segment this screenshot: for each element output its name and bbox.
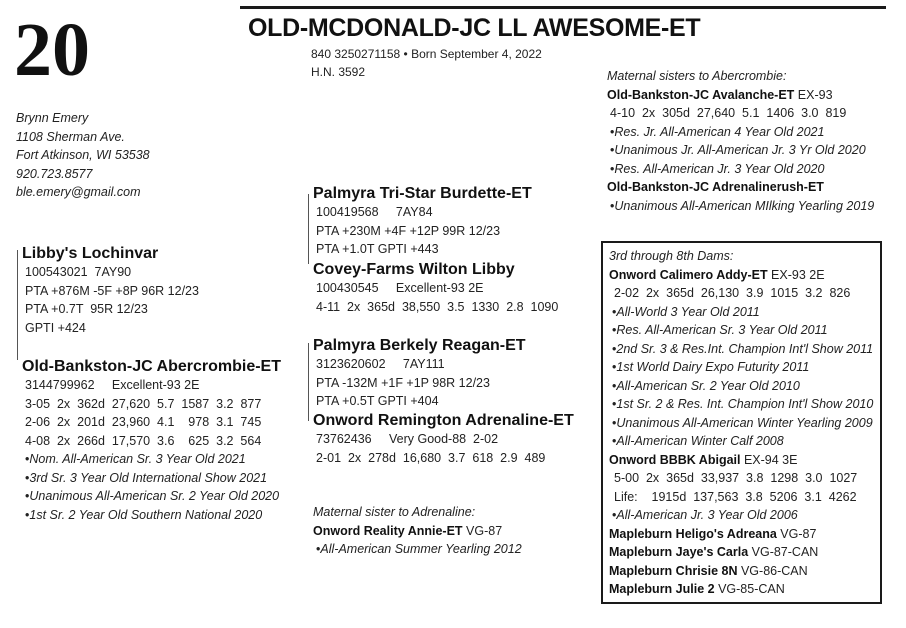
dam-ancestor-honor: • 1st World Dairy Expo Futurity 2011 bbox=[612, 358, 873, 377]
dam-ancestor-honor: • All-American Sr. 2 Year Old 2010 bbox=[612, 377, 873, 396]
sister-name: Old-Bankston-JC Adrenalinerush-ET bbox=[607, 180, 824, 194]
sister-honor: • Unanimous All-American MIlking Yearling 2019 bbox=[610, 197, 874, 216]
dam-ancestor-honor: • All-American Winter Calf 2008 bbox=[612, 432, 873, 451]
section-header: 3rd through 8th Dams: bbox=[609, 249, 734, 263]
sire-sire-pta: PTA +230M +4F +12P 99R 12/23 bbox=[316, 223, 501, 238]
dam-ancestor-name: Mapleburn Chrisie 8N bbox=[609, 563, 738, 578]
sire-name: Libby's Lochinvar bbox=[22, 245, 159, 262]
sire-sire-name: Palmyra Tri-Star Burdette-ET bbox=[313, 185, 532, 202]
dam-record: 2-06 2x 201d 23,960 4.1 978 3.1 745 bbox=[25, 415, 262, 429]
owner-address: 1108 Sherman Ave. bbox=[16, 129, 125, 144]
owner-city: Fort Atkinson, WI 53538 bbox=[16, 148, 150, 162]
dam-ancestor-honor: • All-World 3 Year Old 2011 bbox=[612, 303, 873, 322]
dam-ancestor-score: EX-94 3E bbox=[740, 452, 798, 467]
dam-record: 4-08 2x 266d 17,570 3.6 625 3.2 564 bbox=[25, 433, 262, 448]
dam-ancestor-score: VG-87-CAN bbox=[748, 545, 819, 559]
dam-sire-pta: PTA -132M +1F +1P 98R 12/23 bbox=[316, 375, 490, 390]
dam-honor: • Unanimous All-American Sr. 2 Year Old 2020 bbox=[25, 487, 281, 506]
dam-dam-name: Onword Remington Adrenaline-ET bbox=[313, 412, 574, 429]
sire-sire-info: 100419568 7AY84 bbox=[316, 205, 433, 219]
dam-honor: • Nom. All-American Sr. 3 Year Old 2021 bbox=[25, 450, 281, 469]
dam-honor: • 3rd Sr. 3 Year Old International Show 2021 bbox=[25, 469, 281, 488]
sister-honor: • Res. Jr. All-American 4 Year Old 2021 bbox=[610, 123, 874, 142]
maternal-sisters-abercrombie bbox=[607, 67, 874, 215]
owner-name: Brynn Emery bbox=[16, 111, 89, 125]
sire-sire-pta: PTA +1.0T GPTI +443 bbox=[316, 242, 439, 256]
dam-ancestor-name: Onword BBBK Abigail bbox=[609, 452, 741, 467]
sister-name: Old-Bankston-JC Avalanche-ET bbox=[607, 87, 795, 102]
sire-sire-block bbox=[313, 184, 532, 259]
sire-dam-block bbox=[313, 260, 558, 316]
dams-list bbox=[609, 247, 873, 599]
dam-ancestor-name: Mapleburn Julie 2 bbox=[609, 582, 715, 596]
sister-name: Onword Reality Annie-ET bbox=[313, 523, 463, 538]
dam-ancestor-name: Mapleburn Heligo's Adreana bbox=[609, 526, 777, 541]
sire-dam-name: Covey-Farms Wilton Libby bbox=[313, 261, 515, 278]
dam-info: 3144799962 Excellent-93 2E bbox=[25, 378, 200, 392]
dam-honor: • 1st Sr. 2 Year Old Southern National 2020 bbox=[25, 506, 281, 525]
dam-ancestor-record: 2-02 2x 365d 26,130 3.9 1015 3.2 826 bbox=[614, 286, 851, 300]
page-title: OLD-MCDONALD-JC LL AWESOME-ET bbox=[248, 14, 701, 42]
sire-dam-record: 4-11 2x 365d 38,550 3.5 1330 2.8 1090 bbox=[316, 299, 559, 314]
dam-ancestor-honor: • All-American Jr. 3 Year Old 2006 bbox=[612, 506, 873, 525]
top-rule bbox=[240, 6, 886, 9]
dam-ancestor-score: VG-87 bbox=[776, 526, 817, 541]
dam-dam-info: 73762436 Very Good-88 2-02 bbox=[316, 432, 499, 446]
dam-ancestor-name: Onword Calimero Addy-ET bbox=[609, 267, 768, 282]
dam-ancestor-score: EX-93 2E bbox=[767, 267, 825, 282]
dam-sire-block bbox=[313, 336, 526, 411]
dam-ancestor-honor: • Unanimous All-American Winter Yearling 2009 bbox=[612, 414, 873, 433]
sister-score: VG-87 bbox=[462, 523, 503, 538]
lot-number: 20 bbox=[14, 8, 90, 92]
dam-ancestor-record: 5-00 2x 365d 33,937 3.8 1298 3.0 1027 bbox=[614, 471, 858, 485]
dam-dam-block bbox=[313, 411, 574, 467]
connector-line bbox=[308, 194, 309, 264]
dam-ancestor-lifetime: Life: 1915d 137,563 3.8 5206 3.1 4262 bbox=[614, 489, 857, 504]
sister-honor: • Unanimous Jr. All-American Jr. 3 Yr Old 2020 bbox=[610, 141, 874, 160]
dam-ancestor-name: Mapleburn Jaye's Carla bbox=[609, 545, 749, 559]
registration-line: 840 3250271158 • Born September 4, 2022 bbox=[311, 47, 542, 61]
dam-record: 3-05 2x 362d 27,620 5.7 1587 3.2 877 bbox=[25, 396, 262, 411]
sister-score: EX-93 bbox=[794, 87, 833, 102]
connector-line bbox=[17, 250, 18, 360]
dam-ancestor-score: VG-85-CAN bbox=[714, 582, 785, 596]
section-header: Maternal sisters to Abercrombie: bbox=[607, 69, 787, 83]
sire-pta: PTA +0.7T 95R 12/23 bbox=[25, 302, 148, 316]
dam-ancestor-honor: • 1st Sr. 2 & Res. Int. Champion Int'l Show 2010 bbox=[612, 395, 873, 414]
dam-ancestor-honor: • Res. All-American Sr. 3 Year Old 2011 bbox=[612, 321, 873, 340]
sire-gpti: GPTI +424 bbox=[25, 320, 86, 335]
dam-ancestor-score: VG-86-CAN bbox=[737, 563, 808, 578]
herd-number: H.N. 3592 bbox=[311, 65, 366, 79]
dam-dam-record: 2-01 2x 278d 16,680 3.7 618 2.9 489 bbox=[316, 450, 546, 465]
connector-line bbox=[308, 343, 309, 421]
dam-sire-name: Palmyra Berkely Reagan-ET bbox=[313, 337, 526, 354]
sister-record: 4-10 2x 305d 27,640 5.1 1406 3.0 819 bbox=[610, 106, 847, 120]
owner-phone: 920.723.8577 bbox=[16, 166, 93, 181]
sister-honor: • All-American Summer Yearling 2012 bbox=[316, 540, 522, 559]
sire-info: 100543021 7AY90 bbox=[25, 265, 132, 279]
owner-block bbox=[16, 109, 150, 202]
dam-ancestor-honor: • 2nd Sr. 3 & Res.Int. Champion Int'l Show 2011 bbox=[612, 340, 873, 359]
maternal-sister-adrenaline bbox=[313, 503, 522, 559]
sister-honor: • Res. All-American Jr. 3 Year Old 2020 bbox=[610, 160, 874, 179]
dam-sire-pta: PTA +0.5T GPTI +404 bbox=[316, 394, 439, 408]
dam-sire-info: 3123620602 7AY111 bbox=[316, 357, 445, 371]
sire-pta: PTA +876M -5F +8P 96R 12/23 bbox=[25, 283, 199, 298]
sire-dam-info: 100430545 Excellent-93 2E bbox=[316, 281, 484, 295]
sire-block bbox=[22, 244, 199, 337]
section-header: Maternal sister to Adrenaline: bbox=[313, 505, 476, 519]
owner-email: ble.emery@gmail.com bbox=[16, 185, 141, 199]
dam-name: Old-Bankston-JC Abercrombie-ET bbox=[22, 358, 281, 375]
dam-block bbox=[22, 357, 281, 524]
